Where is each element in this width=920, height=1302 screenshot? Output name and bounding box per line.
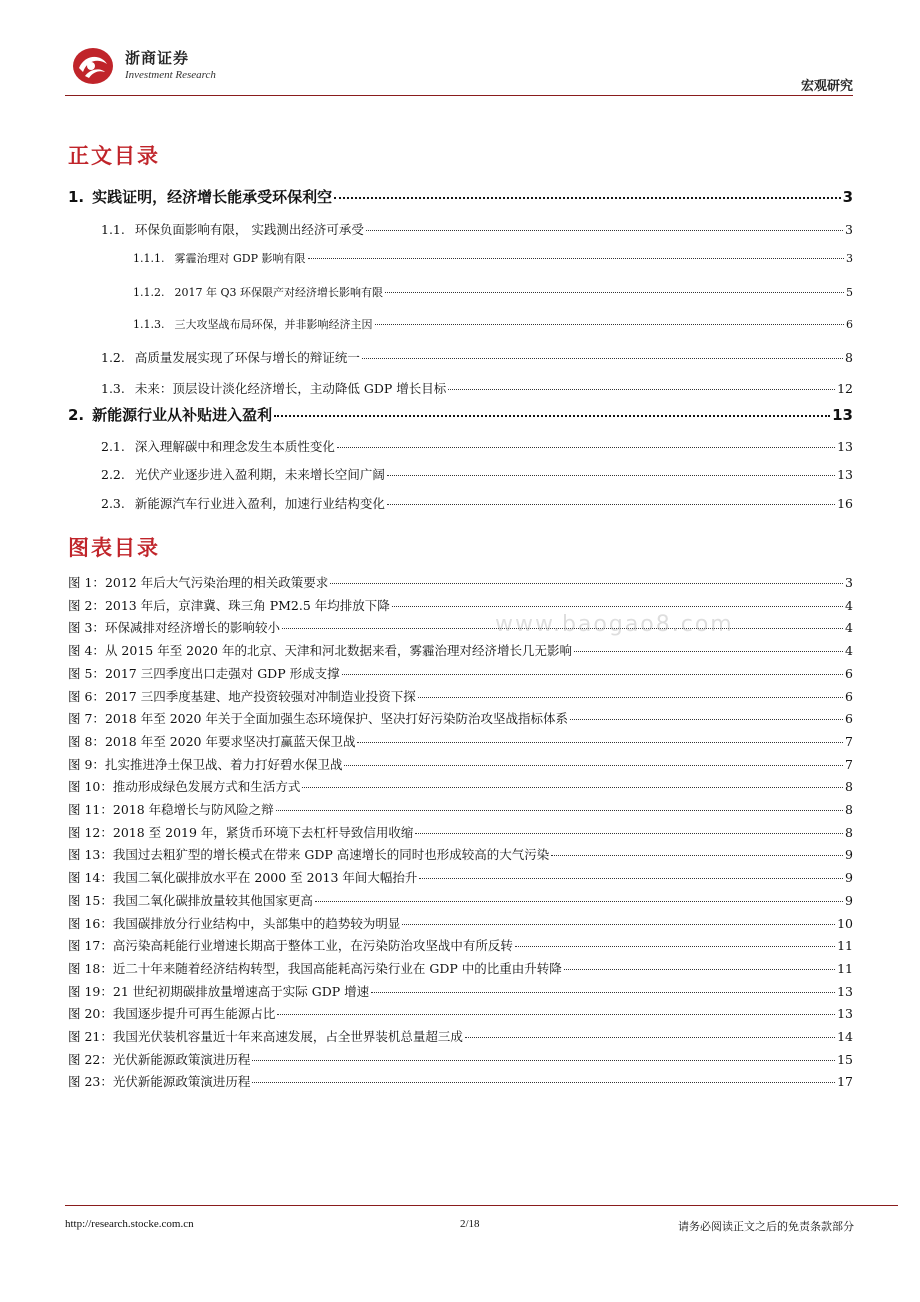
toc-entry-number: 2.1.	[101, 439, 125, 454]
figure-entry-page: 17	[837, 1074, 853, 1090]
figure-entry[interactable]	[68, 1027, 853, 1047]
toc-entry[interactable]	[68, 186, 853, 206]
toc-entry-page: 5	[846, 286, 853, 299]
figure-entry-number: 图 17：	[68, 938, 113, 954]
toc-entry[interactable]	[101, 437, 853, 457]
dot-leader	[357, 742, 843, 743]
dot-leader	[448, 389, 835, 390]
figure-entry[interactable]	[68, 845, 853, 865]
toc-entry-number: 1.2.	[101, 350, 125, 365]
toc-entry[interactable]	[101, 465, 853, 485]
figure-entry-title: 近二十年来随着经济结构转型，我国高能耗高污染行业在 GDP 中的比重由升转降	[112, 960, 562, 976]
dot-leader	[385, 292, 844, 293]
dot-leader	[252, 1060, 835, 1061]
header-divider	[65, 95, 853, 96]
dot-leader	[465, 1037, 835, 1038]
figure-entry[interactable]	[68, 709, 853, 729]
figure-entry[interactable]	[68, 891, 853, 911]
figure-entry-page: 6	[845, 711, 853, 727]
figure-entry[interactable]	[68, 936, 853, 956]
toc-entry-number: 2.	[68, 406, 85, 424]
figure-entry[interactable]	[68, 755, 853, 775]
dot-leader	[277, 1014, 835, 1015]
toc-entry-number: 2.2.	[101, 467, 125, 482]
company-logo-icon	[71, 46, 115, 86]
toc-entry[interactable]	[101, 348, 853, 368]
dot-leader	[387, 475, 835, 476]
toc-entry-page: 3	[845, 222, 853, 237]
figure-entry-page: 11	[837, 938, 853, 954]
figure-entry-page: 8	[845, 824, 853, 840]
figure-entry[interactable]	[68, 596, 853, 616]
figure-entry-page: 4	[845, 643, 853, 659]
toc-entry-page: 12	[837, 381, 853, 396]
figure-entry-page: 8	[845, 802, 853, 817]
figure-entry-number: 图 21：	[68, 1029, 113, 1044]
figure-entry-page: 10	[837, 915, 853, 931]
toc-entry-page: 3	[842, 188, 853, 206]
dot-leader	[274, 415, 830, 417]
figure-entry-number: 图 13：	[68, 847, 113, 863]
figure-entry-title: 我国碳排放分行业结构中，头部集中的趋势较为明显	[112, 915, 401, 931]
toc-entry-page: 16	[837, 496, 853, 511]
figure-entry-title: 高污染高耗能行业增速长期高于整体工业，在污染防治攻坚战中有所反转	[112, 938, 513, 954]
dot-leader	[334, 197, 840, 199]
toc-entry-title: 新能源行业从补贴进入盈利	[92, 406, 273, 424]
figure-entry-number: 图 11：	[68, 802, 113, 817]
figure-entry-title: 我国二氧化碳排放量较其他国家更高	[112, 892, 313, 908]
figure-entry-number: 图 20：	[68, 1006, 113, 1022]
figure-entry-number: 图 19：	[68, 983, 113, 999]
dot-leader	[570, 719, 843, 720]
toc-entry-title: 高质量发展实现了环保与增长的辩证统一	[134, 350, 360, 365]
toc-entry-title: 雾霾治理对 GDP 影响有限	[174, 252, 306, 265]
figure-entry-title: 推动形成绿色发展方式和生活方式	[112, 779, 301, 795]
toc-entry-page: 13	[837, 439, 853, 454]
figures-title: 图表目录	[68, 536, 160, 560]
toc-entry[interactable]	[101, 494, 853, 514]
figure-entry-title: 我国逐步提升可再生能源占比	[112, 1006, 276, 1022]
toc-entry-number: 1.	[68, 188, 85, 206]
figure-entry-number: 图 14：	[68, 870, 113, 886]
figure-entry[interactable]	[68, 914, 853, 934]
figure-entry-title: 我国二氧化碳排放水平在 2000 至 2013 年间大幅抬升	[112, 870, 418, 886]
disclaimer-note: 请务必阅读正文之后的免责条款部分	[678, 1220, 854, 1233]
toc-entry-title: 新能源汽车行业进入盈利，加速行业结构变化	[134, 496, 385, 511]
figure-entry-page: 3	[845, 575, 853, 590]
dot-leader	[515, 946, 835, 947]
figure-entry-title: 我国光伏装机容量近十年来高速发展，占全世界装机总量超三成	[112, 1029, 463, 1044]
figure-entry[interactable]	[68, 777, 853, 797]
figure-entry-title: 2013 年后，京津冀、珠三角 PM2.5 年均排放下降	[104, 597, 390, 613]
dot-leader	[337, 447, 835, 448]
dot-leader	[344, 765, 843, 766]
figure-entry-title: 从 2015 年至 2020 年的北京、天津和河北数据来看，雾霾治理对经济增长几无影响	[104, 643, 572, 659]
figure-entry-title: 2018 年稳增长与防风险之辩	[112, 802, 274, 817]
figure-entry-number: 图 22：	[68, 1051, 113, 1067]
toc-entry[interactable]	[101, 379, 853, 399]
toc-entry-page: 13	[832, 406, 853, 424]
figure-entry-page: 6	[845, 665, 853, 681]
dot-leader	[419, 878, 843, 879]
dot-leader	[392, 606, 843, 607]
dot-leader	[375, 324, 845, 325]
dot-leader	[415, 833, 843, 834]
toc-title: 正文目录	[68, 144, 160, 168]
figure-entry-number: 图 6：	[68, 688, 105, 704]
toc-entry[interactable]	[133, 284, 853, 304]
page-number: 2/18	[460, 1218, 480, 1230]
dot-leader	[362, 358, 843, 359]
figure-entry[interactable]	[68, 664, 853, 684]
toc-entry-number: 2.3.	[101, 496, 125, 511]
dot-leader	[574, 651, 843, 652]
toc-entry-title: 未来：顶层设计淡化经济增长，主动降低 GDP 增长目标	[134, 381, 447, 396]
figure-entry-number: 图 4：	[68, 643, 105, 659]
toc-entry-number: 1.1.3.	[133, 318, 165, 331]
figure-entry-title: 2018 至 2019 年，紧货币环境下去杠杆导致信用收缩	[112, 824, 414, 840]
toc-entry-title: 环保负面影响有限， 实践测出经济可承受	[134, 222, 364, 237]
figure-entry-page: 13	[837, 1006, 853, 1022]
figure-entry[interactable]	[68, 959, 853, 979]
figure-entry[interactable]	[68, 800, 853, 820]
toc-entry[interactable]	[133, 250, 853, 270]
figure-entry-number: 图 5：	[68, 665, 105, 681]
toc-entry-page: 6	[846, 318, 853, 331]
dot-leader	[330, 583, 843, 584]
figure-entry[interactable]	[68, 1072, 853, 1092]
figure-entry-number: 图 7：	[68, 711, 105, 727]
toc-entry-page: 3	[846, 252, 853, 265]
dot-leader	[276, 810, 843, 811]
figure-entry-title: 2012 年后大气污染治理的相关政策要求	[104, 575, 329, 590]
toc-entry-number: 1.3.	[101, 381, 125, 396]
toc-entry-title: 实践证明，经济增长能承受环保利空	[92, 188, 333, 206]
toc-entry-page: 13	[837, 467, 853, 482]
figure-entry-title: 我国过去粗犷型的增长模式在带来 GDP 高速增长的同时也形成较高的大气污染	[112, 847, 550, 863]
figure-entry[interactable]	[68, 641, 853, 661]
brand-name-en: Investment Research	[125, 69, 216, 81]
footer-divider	[65, 1205, 898, 1206]
figure-entry-page: 11	[837, 960, 853, 976]
figure-entry[interactable]	[68, 618, 853, 638]
figure-entry-page: 9	[845, 847, 853, 863]
figure-entry-page: 8	[845, 779, 853, 795]
figure-entry[interactable]	[68, 1050, 853, 1070]
figure-entry[interactable]	[68, 868, 853, 888]
dot-leader	[402, 924, 835, 925]
toc-entry[interactable]	[68, 404, 853, 424]
toc-entry-number: 1.1.1.	[133, 252, 165, 265]
figure-entry-number: 图 1：	[68, 575, 105, 590]
figure-entry-title: 扎实推进净土保卫战、着力打好碧水保卫战	[104, 756, 343, 772]
figure-entry-page: 9	[845, 892, 853, 908]
toc-entry-title: 深入理解碳中和理念发生本质性变化	[134, 439, 335, 454]
figure-entry-title: 光伏新能源政策演进历程	[112, 1051, 251, 1067]
figure-entry[interactable]	[68, 1004, 853, 1024]
footer-url-link[interactable]: http://research.stocke.com.cn	[65, 1218, 194, 1230]
dot-leader	[366, 230, 843, 231]
toc-entry-number: 1.1.2.	[133, 286, 165, 299]
figure-entry[interactable]	[68, 982, 853, 1002]
figure-entry-title: 2017 三四季度基建、地产投资较强对冲制造业投资下探	[104, 688, 416, 704]
figure-entry-title: 光伏新能源政策演进历程	[112, 1074, 251, 1090]
figure-entry-title: 2018 年至 2020 年关于全面加强生态环境保护、坚决打好污染防治攻坚战指标体系	[104, 711, 568, 727]
figure-entry[interactable]	[68, 732, 853, 752]
figure-entry-page: 4	[845, 620, 853, 636]
figure-entry-number: 图 12：	[68, 824, 113, 840]
dot-leader	[308, 258, 844, 259]
figure-entry-page: 4	[845, 597, 853, 613]
dot-leader	[371, 992, 835, 993]
dot-leader	[387, 504, 835, 505]
dot-leader	[551, 855, 843, 856]
dot-leader	[342, 674, 843, 675]
figure-entry-page: 13	[837, 983, 853, 999]
figure-entry[interactable]	[68, 573, 853, 593]
toc-entry[interactable]	[133, 316, 853, 336]
figure-entry-number: 图 15：	[68, 892, 113, 908]
dot-leader	[564, 969, 835, 970]
toc-entry-title: 光伏产业逐步进入盈利期，未来增长空间广阔	[134, 467, 385, 482]
page-header	[65, 38, 853, 96]
report-type-label: 宏观研究	[800, 79, 853, 94]
figure-entry-page: 9	[845, 870, 853, 886]
toc-entry-title: 2017 年 Q3 环保限产对经济增长影响有限	[174, 286, 383, 299]
figure-entry-number: 图 2：	[68, 597, 105, 613]
figure-entry-title: 环保减排对经济增长的影响较小	[104, 620, 280, 636]
figure-entry-title: 2018 年至 2020 年要求坚决打赢蓝天保卫战	[104, 733, 356, 749]
toc-entry-number: 1.1.	[101, 222, 125, 237]
dot-leader	[418, 697, 843, 698]
dot-leader	[252, 1082, 835, 1083]
figure-entry-page: 15	[837, 1051, 853, 1067]
figure-entry-number: 图 16：	[68, 915, 113, 931]
figure-entry-number: 图 8：	[68, 733, 105, 749]
figure-entry-number: 图 18：	[68, 960, 113, 976]
figure-entry-number: 图 3：	[68, 620, 105, 636]
watermark-text: www.baogao8.com	[495, 612, 734, 637]
figure-entry-page: 6	[845, 688, 853, 704]
brand-name-cn: 浙商证券	[125, 49, 190, 67]
figure-entry-number: 图 9：	[68, 756, 105, 772]
toc-entry-page: 8	[845, 350, 853, 365]
dot-leader	[302, 787, 843, 788]
figure-entry-title: 21 世纪初期碳排放量增速高于实际 GDP 增速	[112, 983, 370, 999]
figure-entry-page: 7	[845, 733, 853, 749]
toc-entry-title: 三大攻坚战布局环保，并非影响经济主因	[174, 318, 373, 331]
figure-entry[interactable]	[68, 823, 853, 843]
figure-entry-number: 图 23：	[68, 1074, 113, 1090]
figure-entry-page: 7	[845, 756, 853, 772]
figure-entry-number: 图 10：	[68, 779, 113, 795]
figure-entry-page: 14	[837, 1029, 853, 1044]
figure-entry[interactable]	[68, 687, 853, 707]
toc-entry[interactable]	[101, 220, 853, 240]
figure-entry-title: 2017 三四季度出口走强对 GDP 形成支撑	[104, 665, 340, 681]
dot-leader	[315, 901, 843, 902]
